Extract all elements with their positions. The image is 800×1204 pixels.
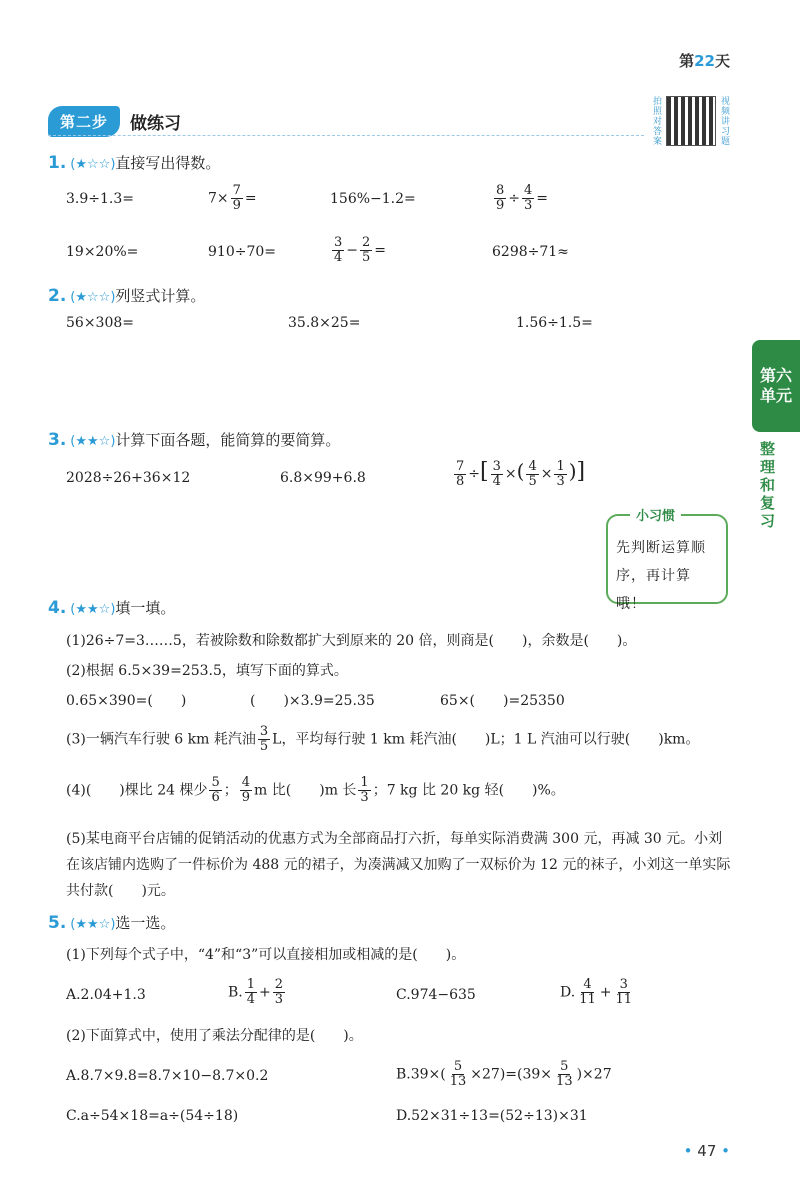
difficulty-stars: (★☆☆)	[70, 290, 116, 305]
q5-option-c: C.a÷54×18=a÷(54÷18)	[66, 1108, 239, 1124]
q5-option-a: A.2.04+1.3	[66, 987, 146, 1003]
step-badge: 第二步	[48, 106, 120, 137]
q2-item: 1.56÷1.5=	[516, 315, 593, 331]
question-2-header: 2. (★☆☆)列竖式计算。	[48, 286, 206, 306]
q1-item: 3.9÷1.3=	[66, 191, 134, 207]
unit-tab: 第六单元	[752, 340, 800, 432]
difficulty-stars: (★★☆)	[70, 602, 116, 617]
question-5-header: 5. (★★☆)选一选。	[48, 913, 176, 933]
q1-item: 7× $\frac{7}{9}$ =	[208, 183, 257, 213]
q3-item: 2028÷26+36×12	[66, 470, 191, 486]
difficulty-stars: (★★☆)	[70, 434, 116, 449]
q5-option-a: A.8.7×9.8=8.7×10−8.7×0.2	[66, 1068, 269, 1084]
step-banner	[48, 106, 181, 137]
q1-item: 19×20%=	[66, 244, 139, 260]
q5-option-b: B.39×( $\frac{5}{13}$ ×27)=(39× $\frac{5}{13}$ )×27	[396, 1059, 612, 1089]
q5-option-c: C.974−635	[396, 987, 476, 1003]
difficulty-stars: (★☆☆)	[70, 157, 116, 172]
qr-right-text: 视频讲习题	[719, 96, 729, 146]
q5-option-d: D. $\frac{4}{11}$ + $\frac{3}{11}$	[560, 977, 633, 1007]
habit-body: 先判断运算顺序，再计算哦！	[616, 540, 706, 612]
difficulty-stars: (★★☆)	[70, 917, 116, 932]
q4-part-4: (4)( )棵比 24 棵少 $\frac{5}{6}$ ； $\frac{4}{9}$ m 比( )m 长 $\frac{1}{3}$ ；7 kg 比 20 kg 轻( )%。	[66, 775, 565, 805]
q4-part-5: (5)某电商平台店铺的促销活动的优惠方式为全部商品打六折，每单实际消费满 300 元，再减 30 元。小刘在该店铺内选购了一件标价为 488 元的裙子，为凑满减又加购了一双标价为 12 元的袜子，小刘这一单实际共付款( )元。	[66, 831, 731, 899]
qr-left-text: 拍照对答案	[651, 96, 661, 146]
q1-item: 6298÷71≈	[492, 244, 569, 260]
q1-item: 910÷70=	[208, 244, 276, 260]
q3-item: 6.8×99+6.8	[280, 470, 366, 486]
question-4-header: 4. (★★☆)填一填。	[48, 598, 176, 618]
page-number: • 47 •	[683, 1142, 730, 1160]
question-3-header: 3. (★★☆)计算下面各题，能简算的要简算。	[48, 430, 341, 450]
step-title: 做练习	[130, 114, 182, 134]
q2-item: 56×308=	[66, 315, 134, 331]
day-label: 第22天	[679, 52, 730, 70]
q4-part-2c: 65×( )=25350	[440, 693, 565, 709]
qr-code-icon[interactable]	[666, 96, 716, 146]
q2-item: 35.8×25=	[288, 315, 361, 331]
question-1-header: 1. (★☆☆)直接写出得数。	[48, 153, 221, 173]
q4-part-3: (3)一辆汽车行驶 6 km 耗汽油 $\frac{3}{5}$ L，平均每行驶 1 km 耗汽油( )L；1 L 汽油可以行驶( )km。	[66, 724, 700, 754]
section-tab: 整理和复习	[760, 440, 776, 530]
q4-part-2: (2)根据 6.5×39=253.5，填写下面的算式。	[66, 663, 348, 679]
q4-part-1: (1)26÷7=3……5，若被除数和除数都扩大到原来的 20 倍，则商是( )，余数是( )。	[66, 633, 637, 649]
q1-item: 156%−1.2=	[330, 191, 416, 207]
q1-item: $\frac{8}{9}$ ÷ $\frac{4}{3}$ =	[496, 183, 549, 213]
q5-part-1: (1)下列每个式子中，“4”和“3”可以直接相加或相减的是( )。	[66, 947, 466, 963]
q1-item: $\frac{3}{4}$ − $\frac{2}{5}$ =	[334, 235, 387, 265]
q4-part-2b: ( )×3.9=25.35	[250, 693, 375, 709]
habit-tip-box	[606, 509, 728, 612]
habit-title: 小习惯	[630, 505, 681, 524]
q3-item: $\frac{7}{8}$ ÷[ $\frac{3}{4}$ ×( $\frac{4}{5}$ × $\frac{1}{3}$ )]	[456, 458, 586, 489]
q5-option-b: B. $\frac{1}{4}$ + $\frac{2}{3}$	[228, 977, 284, 1007]
q5-part-2: (2)下面算式中，使用了乘法分配律的是( )。	[66, 1028, 363, 1044]
section-divider	[48, 135, 644, 136]
q5-option-d: D.52×31÷13=(52÷13)×31	[396, 1108, 588, 1124]
q4-part-2a: 0.65×390=( )	[66, 693, 187, 709]
